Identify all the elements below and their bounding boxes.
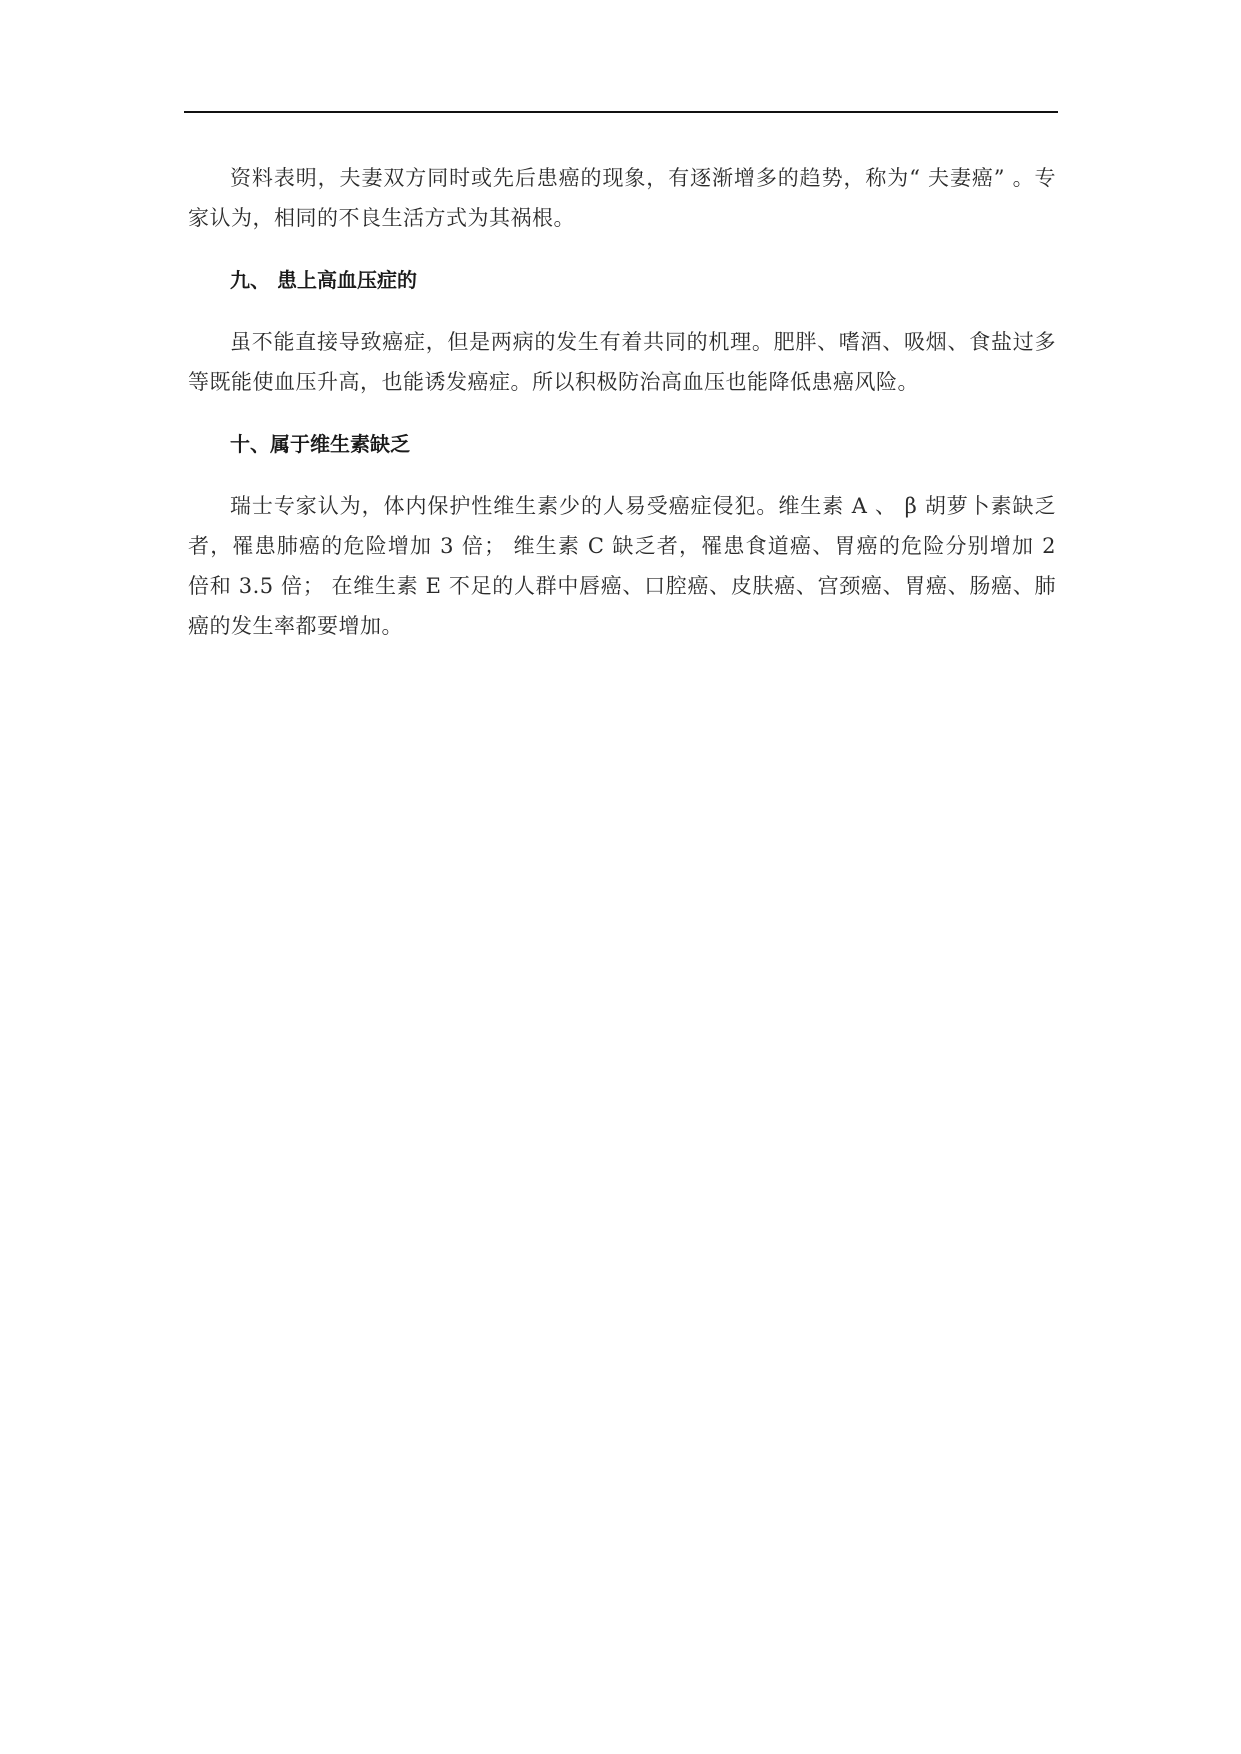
paragraph-vitamin-deficiency: 瑞士专家认为，体内保护性维生素少的人易受癌症侵犯。维生素 A 、 β 胡萝卜素缺乏者，罹患肺癌的危险增加 3 倍； 维生素 C 缺乏者，罹患食道癌、胃癌的危险分别增加 2 倍和 3.5 倍； 在维生素 E 不足的人群中唇癌、口腔癌、皮肤癌、宫颈癌、胃癌、肠癌、肺癌的发生率都要增加。 [188,494,1056,638]
document-body [188,158,1056,646]
paragraph-hypertension: 虽不能直接导致癌症，但是两病的发生有着共同的机理。肥胖、嗜酒、吸烟、食盐过多等既能使血压升高，也能诱发癌症。所以积极防治高血压也能降低患癌风险。 [188,330,1056,394]
paragraph-couple-cancer: 资料表明，夫妻双方同时或先后患癌的现象，有逐渐增多的趋势，称为“ 夫妻癌” 。专家认为，相同的不良生活方式为其祸根。 [188,166,1056,230]
section-heading-vitamin-deficiency: 十、属于维生素缺乏 [230,432,410,456]
section-heading-hypertension: 九、 患上高血压症的 [230,268,417,292]
header-rule [184,111,1058,113]
